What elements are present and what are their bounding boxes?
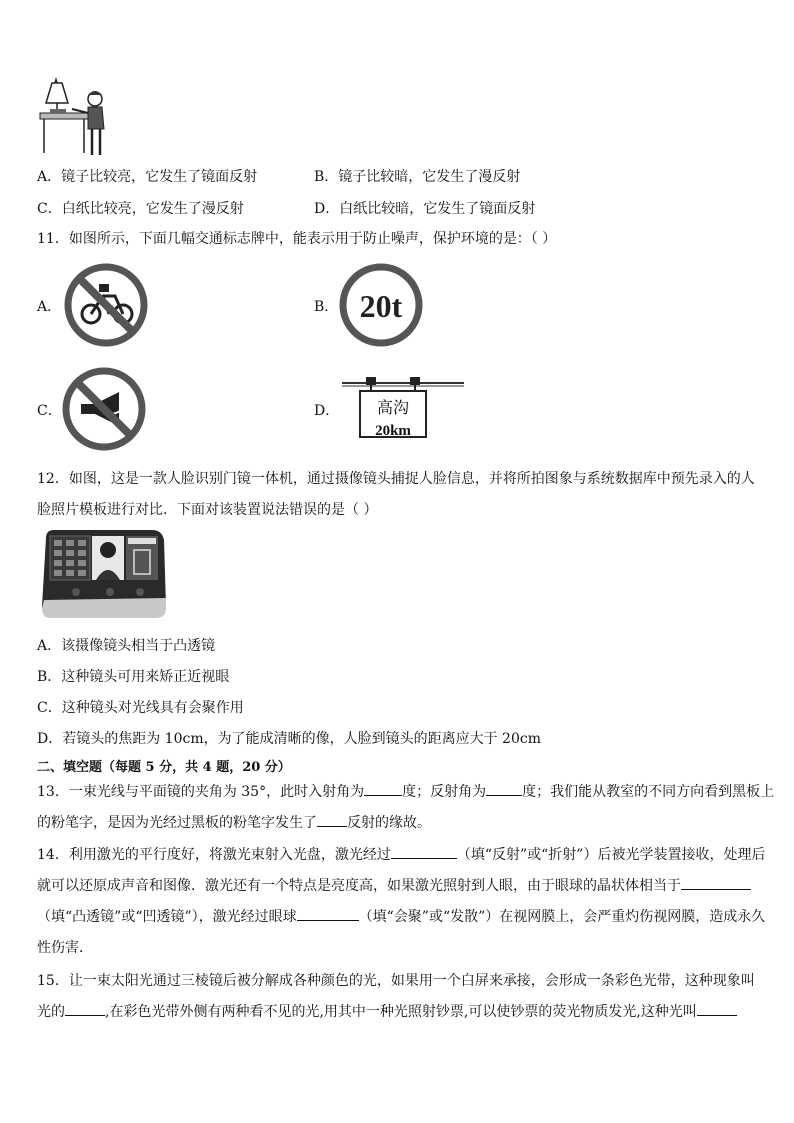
q14-line3 (37, 906, 765, 926)
q10-option-b: B．镜子比较暗，它发生了漫反射 (314, 169, 521, 185)
q12-option-c: C．这种镜头对光线具有会聚作用 (37, 700, 244, 716)
q14-line1 (37, 844, 765, 864)
q15-blank1 (65, 1001, 105, 1016)
q14-blank1 (391, 844, 457, 859)
q11-label-b: B． (314, 299, 339, 315)
q11-stem: 11．如图所示，下面几幅交通标志牌中，能表示用于防止噪声，保护环境的是：（ ） (37, 231, 557, 247)
q14-part3: 就可以还原成声音和图像．激光还有一个特点是亮度高，如果激光照射到人眼，由于眼球的晶状体相当于 (37, 878, 681, 894)
q12-option-d: D．若镜头的焦距为 10cm，为了能成清晰的像，人脸到镜头的距离应大于 20cm (37, 731, 541, 747)
q13-part2: 度；反射角为 (402, 784, 487, 800)
q13-part3: 度；我们能从教室的不同方向看到黑板上 (522, 784, 775, 800)
q13-blank1 (364, 781, 402, 796)
q14-part2: （填“反射”或“折射”）后被光学装置接收，处理后 (456, 847, 766, 863)
q12-stem-line1: 12．如图，这是一款人脸识别门镜一体机，通过摄像镜头捕捉人脸信息，并将所拍图象与系统数据库中预先录入的人 (37, 471, 755, 487)
no-horn-sign-icon (61, 366, 147, 452)
q14-line2 (37, 875, 751, 895)
q13-part4: 的粉笔字，是因为光经过黑板的粉笔字发生了 (37, 815, 317, 831)
q14-part4: （填“凸透镜”或“凹透镜”），激光经过眼球 (37, 909, 297, 925)
q15-blank2 (697, 1001, 737, 1016)
q14-blank2 (681, 875, 751, 890)
q13-part1: 13．一束光线与平面镜的夹角为 35°，此时入射角为 (37, 784, 365, 800)
no-bicycle-sign-icon (63, 262, 149, 348)
q12-option-b: B．这种镜头可用来矫正近视眼 (37, 669, 230, 685)
q14-part1: 14．利用激光的平行度好，将激光束射入光盘，激光经过 (37, 847, 391, 863)
distance-sign-icon (340, 373, 466, 439)
q10-option-a: A．镜子比较亮，它发生了镜面反射 (37, 169, 258, 185)
q10-option-c: C．白纸比较亮，它发生了漫反射 (37, 201, 244, 217)
weight-limit-sign-icon (338, 262, 424, 348)
q11-label-a: A． (37, 299, 62, 315)
q15-part1: 15．让一束太阳光通过三棱镜后被分解成各种颜色的光，如果用一个白屏来承接，会形成一条彩色光带，这种现象叫 (37, 973, 755, 989)
q14-part6: 性伤害． (37, 940, 93, 956)
q15-part3: ,在彩色光带外侧有两种看不见的光,用其中一种光照射钞票,可以使钞票的荧光物质发光,这种光叫 (105, 1004, 697, 1020)
q14-line4 (37, 937, 93, 957)
experiment-illustration (38, 73, 110, 159)
q15-line2 (37, 1001, 737, 1021)
q13-line1 (37, 781, 774, 801)
q13-blank2 (486, 781, 522, 796)
distance-sign-place: 高沟 (376, 398, 410, 417)
q15-part2: 光的 (37, 1004, 65, 1020)
q12-option-a: A．该摄像镜头相当于凸透镜 (37, 638, 216, 654)
q13-part5: 反射的缘故。 (347, 815, 431, 831)
q14-part5: （填“会聚”或“发散”）在视网膜上，会严重灼伤视网膜，造成永久 (358, 909, 766, 925)
q11-label-d: D． (314, 403, 340, 419)
q13-line2 (37, 812, 431, 832)
q13-blank3 (317, 812, 347, 827)
q11-label-c: C． (37, 403, 62, 419)
section2-title: 二、填空题（每题 5 分，共 4 题，20 分） (37, 760, 291, 775)
q10-option-d: D．白纸比较暗，它发生了镜面反射 (314, 201, 536, 217)
distance-sign-distance: 20km (375, 423, 411, 439)
q15-line1 (37, 970, 755, 990)
face-recognition-device-illustration (40, 528, 168, 620)
q14-blank3 (297, 906, 359, 921)
weight-limit-text: 20t (359, 288, 403, 324)
q12-stem-line2: 脸照片模板进行对比．下面对该装置说法错误的是（ ） (37, 502, 378, 518)
